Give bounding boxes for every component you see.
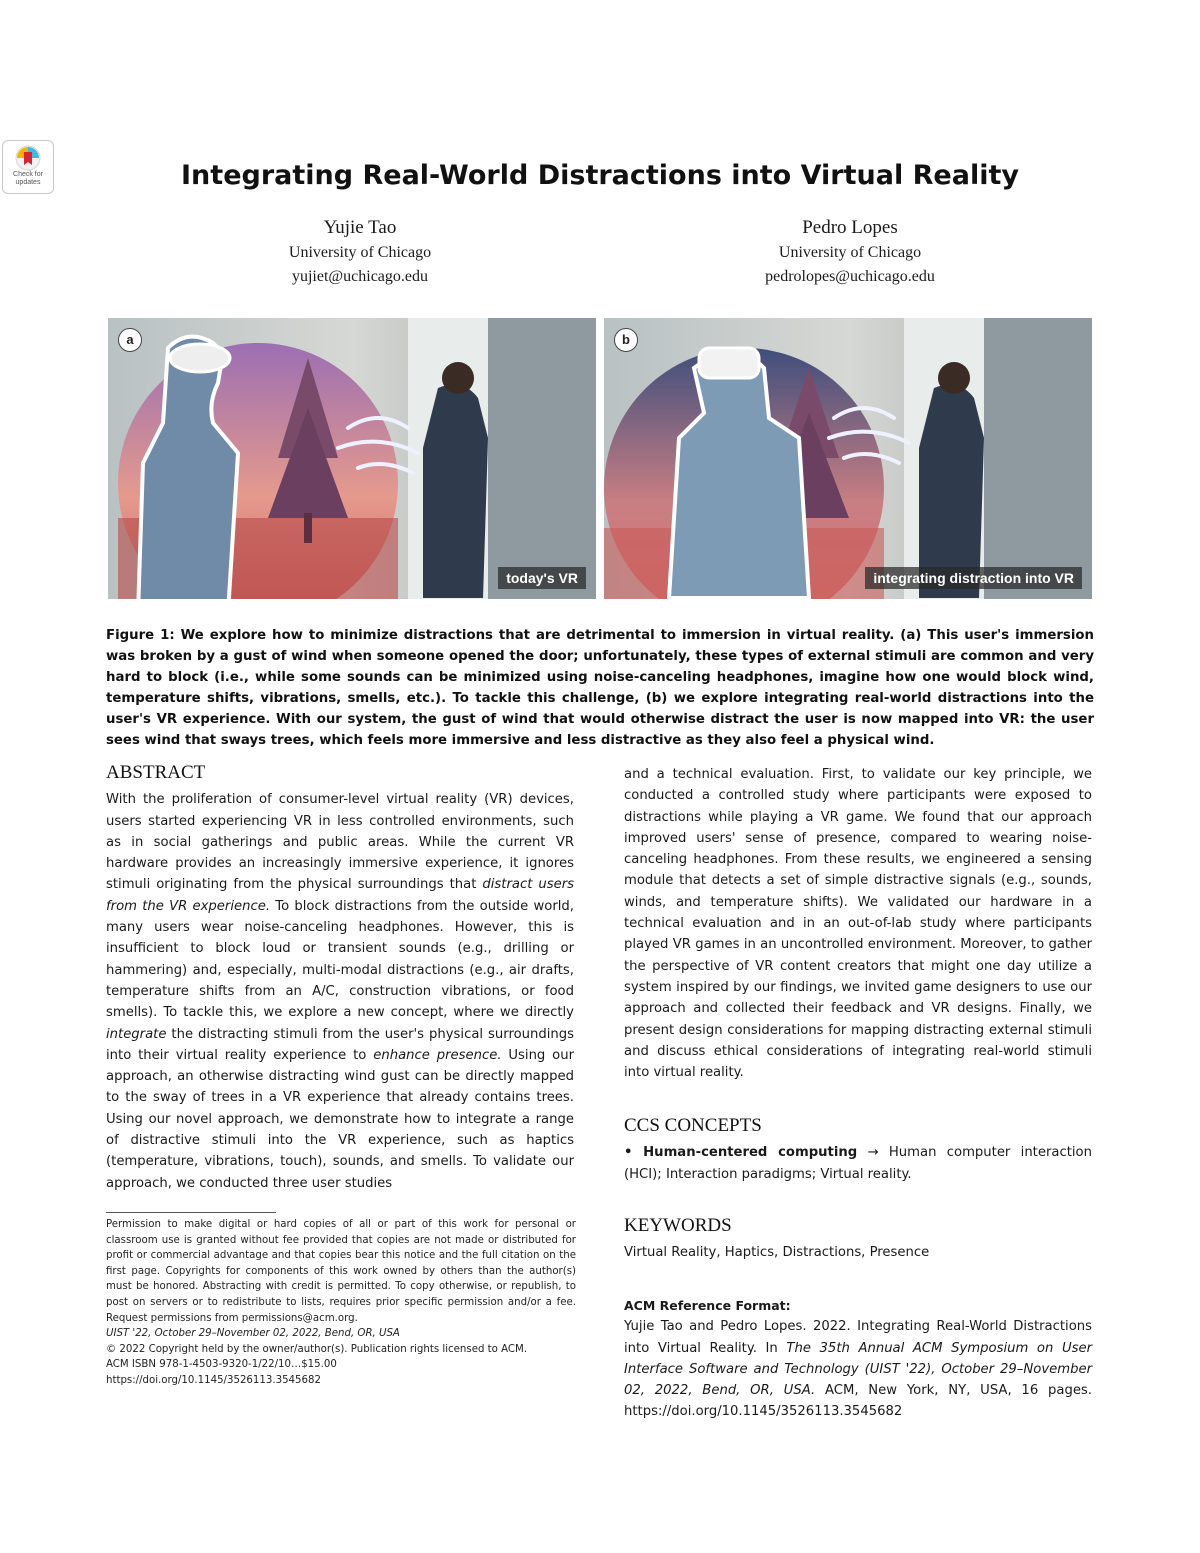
copyright-line: © 2022 Copyright held by the owner/author(s). Publication rights licensed to ACM. xyxy=(106,1343,528,1355)
figure-panel-b xyxy=(604,318,1092,599)
abstract-continued: and a technical evaluation. First, to validate our key principle, we conducted a controlled study where participants were exposed to distractions while playing a VR game. We found that our approach improved users' sense of presence, compared to wearing noise-canceling headphones. From these results, we engineered a sensing module that detects a set of simple distractive signals (e.g., sounds, winds, and temperature shifts). We validated our hardware in a technical evaluation and in an out-of-lab study where participants played VR games in an uncontrolled environment. Moreover, to gather the perspective of VR content creators that might one day utilize a system inspired by our findings, we invited game designers to use our approach and collected their feedback and VR designs. Finally, we present design considerations for mapping distracting external stimuli and discuss ethical considerations of integrating real-world stimuli into virtual reality. xyxy=(624,767,1092,1081)
venue-line: UIST '22, October 29–November 02, 2022, Bend, OR, USA xyxy=(106,1328,400,1340)
abstract-text xyxy=(106,789,574,1194)
teaser-photo-b xyxy=(604,318,1092,599)
keywords-section xyxy=(624,1215,1092,1264)
panel-tag: today's VR xyxy=(498,567,586,589)
author-email[interactable]: yujiet@uchicago.edu xyxy=(291,268,429,285)
author-2 xyxy=(650,215,1050,289)
ccs-section xyxy=(624,1115,1092,1185)
author-name: Pedro Lopes xyxy=(802,217,898,238)
abstract-part: To block distractions from the outside world, many users wear noise-canceling headphones. However, this is insufficient to block loud or transient sounds (e.g., drilling or hammering) and, especially, multi-modal distractions (e.g., air drafts, temperature shifts from an A/C, construction vibrations, or food smells). To tackle this, we explore a new concept, where we directly xyxy=(106,898,574,1021)
abstract-section xyxy=(106,762,574,1194)
author-affiliation: University of Chicago xyxy=(288,244,432,261)
panel-label: a xyxy=(118,328,142,352)
author-name: Yujie Tao xyxy=(323,217,397,238)
reference-text xyxy=(624,1316,1092,1422)
crossmark-label: Check for updates xyxy=(13,171,43,186)
author-email[interactable]: pedrolopes@uchicago.edu xyxy=(765,268,935,285)
permission-text: Permission to make digital or hard copies of all or part of this work for personal or classroom use is granted without fee provided that copies are not made or distributed for profit or commercial advantage and that copies bear this notice and the full citation on the first page. Copyrights for components of this work owned by others than the author(s) must be honored. Abstracting with credit is permitted. To copy otherwise, or republish, to post on servers or to redistribute to lists, requires prior specific permission and/or a fee. Request permissions from permissions@acm.org. xyxy=(106,1219,576,1324)
ccs-text xyxy=(624,1142,1092,1185)
ccs-bold: • Human-centered computing xyxy=(624,1145,858,1161)
author-affiliation: University of Chicago xyxy=(778,244,922,261)
panel-tag: integrating distraction into VR xyxy=(865,567,1082,589)
keywords-heading: KEYWORDS xyxy=(624,1215,732,1236)
teaser-photo-a xyxy=(108,318,596,599)
abstract-part: With the proliferation of consumer-level virtual reality (VR) devices, users started experiencing VR in less controlled environments, such as in social gatherings and public areas. While the current VR hardware provides an increasingly immersive experience, it ignores stimuli originating from the physical surroundings that xyxy=(106,792,574,893)
ccs-rest: → Human computer interaction (HCI); Interaction paradigms; Virtual reality. xyxy=(624,1145,1092,1182)
panel-label: b xyxy=(614,328,638,352)
abstract-heading: ABSTRACT xyxy=(106,762,206,783)
footnote-divider xyxy=(106,1212,276,1213)
reference-section xyxy=(624,1295,1092,1423)
figure-panel-a xyxy=(108,318,596,599)
figure-caption: Figure 1: We explore how to minimize distractions that are detrimental to immersion in virtual reality. (a) This user's immersion was broken by a gust of wind when someone opened the door; unfortunately, these types of external stimuli are common and very hard to block (i.e., while some sounds can be minimized using noise-canceling headphones, imagine how one would block wind, temperature shifts, vibrations, smells, etc.). To tackle this challenge, (b) we explore integrating real-world distractions into the user's VR experience. With our system, the gust of wind that would otherwise distract the user is now mapped into VR: the user sees wind that sways trees, which feels more immersive and less distractive as they also feel a physical wind. xyxy=(106,628,1094,748)
doi-link[interactable]: https://doi.org/10.1145/3526113.3545682 xyxy=(106,1374,321,1386)
abstract-emphasis: integrate xyxy=(106,1026,167,1042)
abstract-emphasis: distract users from the VR experience. xyxy=(106,877,574,914)
abstract-part: the distracting stimuli from the user's physical surroundings into their virtual reality experience to xyxy=(106,1026,574,1063)
ccs-heading: CCS CONCEPTS xyxy=(624,1115,762,1136)
abstract-part: Using our approach, an otherwise distracting wind gust can be directly mapped to the sway of trees in a VR experience that already contains trees. Using our novel approach, we demonstrate how to integrate a range of distractive stimuli into the VR experience, such as haptics (temperature, vibrations, touch), sounds, and smells. To validate our approach, we conducted three user studies xyxy=(106,1047,574,1191)
author-1 xyxy=(160,215,560,289)
abstract-emphasis: enhance presence. xyxy=(373,1047,502,1063)
paper-title: Integrating Real-World Distractions into Virtual Reality xyxy=(181,160,1019,191)
permission-footnote xyxy=(106,1217,576,1389)
isbn-line: ACM ISBN 978-1-4503-9320-1/22/10…$15.00 xyxy=(106,1359,337,1371)
keywords-text: Virtual Reality, Haptics, Distractions, Presence xyxy=(624,1245,930,1261)
reference-venue: The 35th Annual ACM Symposium on User Interface Software and Technology (UIST '22), October 29–November 02, 2022, Bend, OR, USA. xyxy=(624,1340,1093,1399)
reference-part: ACM, New York, NY, USA, 16 pages. https://doi.org/10.1145/3526113.3545682 xyxy=(624,1383,1092,1420)
reference-part: Yujie Tao and Pedro Lopes. 2022. Integrating Real-World Distractions into Virtual Reality. In xyxy=(624,1319,1092,1356)
reference-heading: ACM Reference Format: xyxy=(624,1298,791,1313)
